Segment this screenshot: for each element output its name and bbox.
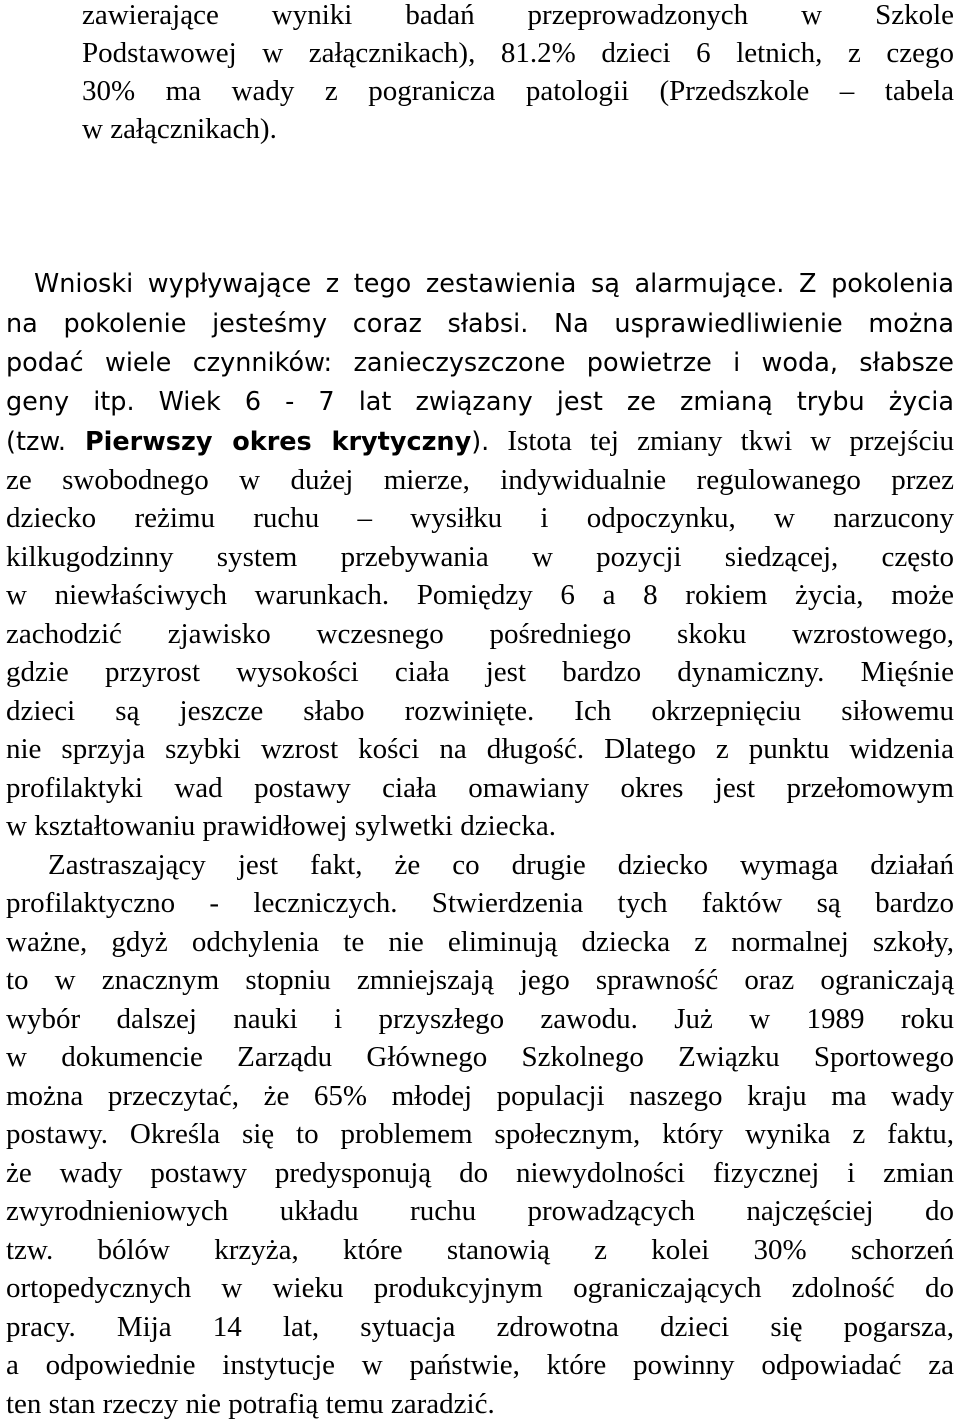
text-line: Wnioski wypływające z tego zestawienia są alarmujące. Z pokolenia [34, 269, 954, 299]
text-line: zwyrodnieniowych układu ruchu prowadzących najczęściej do [6, 1195, 954, 1227]
text-line: że wady postawy predysponują do niewydolności fizycznej i zmian [6, 1157, 954, 1189]
text-line: nie sprzyja szybki wzrost kości na długość. Dlatego z punktu widzenia [6, 733, 954, 765]
text-run: Istota tej zmiany tkwi w przejściu [489, 425, 955, 457]
bold-term: Pierwszy okres krytyczny [84, 427, 472, 457]
text-line: 30% ma wady z pogranicza patologii (Przedszkole – tabela [82, 75, 954, 107]
text-line: pracy. Mija 14 lat, sytuacja zdrowotna dzieci się pogarsza, [6, 1311, 954, 1343]
text-line-mixed [6, 422, 954, 460]
text-line: ważne, gdyż odchylenia te nie eliminują dziecka z normalnej szkoły, [6, 926, 954, 958]
text-line: tzw. bólów krzyża, które stanowią z kolei 30% schorzeń [6, 1234, 954, 1266]
text-line: a odpowiednie instytucje w państwie, które powinny odpowiadać za [6, 1349, 954, 1381]
text-line: dziecko reżimu ruchu – wysiłku i odpoczynku, w narzucony [6, 502, 954, 534]
text-line: podać wiele czynników: zanieczyszczone powietrze i woda, słabsze [6, 348, 954, 378]
text-line: wybór dalszej nauki i przyszłego zawodu. Już w 1989 roku [6, 1003, 954, 1035]
text-line: w kształtowaniu prawidłowej sylwetki dziecka. [6, 810, 557, 842]
text-line: Zastraszający jest fakt, że co drugie dziecko wymaga działań [48, 849, 954, 881]
text-line: postawy. Określa się to problemem społecznym, który wynika z faktu, [6, 1118, 954, 1150]
text-line: zawierające wyniki badań przeprowadzonych w Szkole [82, 0, 954, 31]
text-line: geny itp. Wiek 6 - 7 lat związany jest ze zmianą trybu życia [6, 387, 954, 417]
text-line: gdzie przyrost wysokości ciała jest bardzo dynamiczny. Mięśnie [6, 656, 954, 688]
text-line: w niewłaściwych warunkach. Pomiędzy 6 a 8 rokiem życia, może [6, 579, 954, 611]
text-line: to w znacznym stopniu zmniejszają jego sprawność oraz ograniczają [6, 964, 954, 996]
text-line: ten stan rzeczy nie potrafią temu zaradzić. [6, 1388, 495, 1420]
text-run: ). [471, 427, 490, 457]
text-line: Podstawowej w załącznikach), 81.2% dzieci 6 letnich, z czego [82, 37, 954, 69]
text-line: ze swobodnego w dużej mierze, indywidualnie regulowanego przez [6, 464, 954, 496]
text-line: profilaktyczno - leczniczych. Stwierdzenia tych faktów są bardzo [6, 887, 954, 919]
text-line: na pokolenie jesteśmy coraz słabsi. Na usprawiedliwienie można [6, 309, 954, 339]
text-line: dzieci są jeszcze słabo rozwinięte. Ich okrzepnięciu siłowemu [6, 695, 954, 727]
text-line: można przeczytać, że 65% młodej populacji naszego kraju ma wady [6, 1080, 954, 1112]
text-line: ortopedycznych w wieku produkcyjnym ograniczających zdolność do [6, 1272, 954, 1304]
text-line: w załącznikach). [82, 113, 277, 145]
text-run: (tzw. [6, 427, 85, 457]
text-line: w dokumencie Zarządu Głównego Szkolnego Związku Sportowego [6, 1041, 954, 1073]
text-line: zachodzić zjawisko wczesnego pośredniego skoku wzrostowego, [6, 618, 954, 650]
text-line: kilkugodzinny system przebywania w pozycji siedzącej, często [6, 541, 954, 573]
text-line: profilaktyki wad postawy ciała omawiany okres jest przełomowym [6, 772, 954, 804]
